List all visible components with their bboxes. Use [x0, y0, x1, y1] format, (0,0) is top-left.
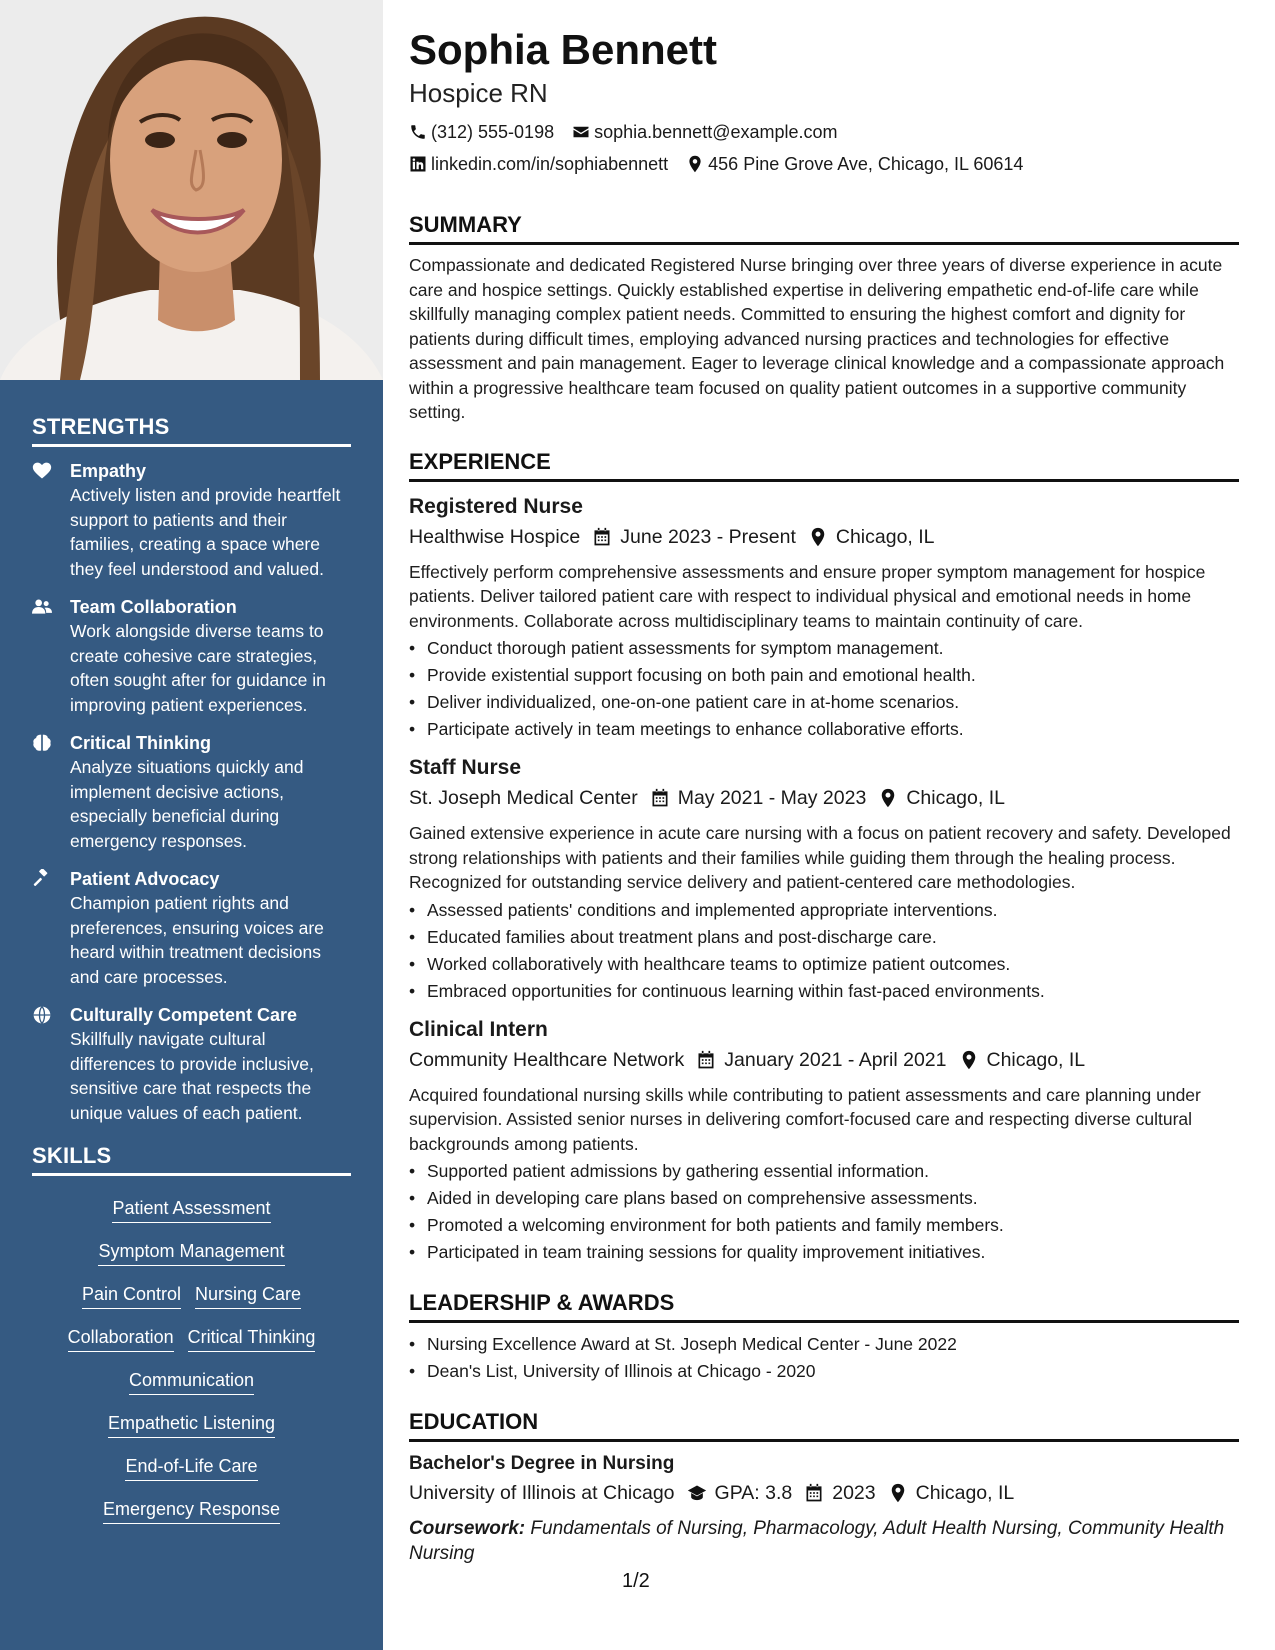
list-item: • Worked collaboratively with healthcare teams to optimize patient outcomes. [409, 951, 1239, 978]
skill-tag: Emergency Response [103, 1497, 280, 1524]
map-pin-icon [878, 788, 898, 808]
strengths-heading: STRENGTHS [32, 414, 351, 447]
job-entry [409, 492, 1239, 744]
education-heading: EDUCATION [409, 1409, 1239, 1442]
address: 456 Pine Grove Ave, Chicago, IL 60614 [708, 154, 1024, 174]
summary-text: Compassionate and dedicated Registered Nurse bringing over three years of diverse experience in acute care and hospice settings. Quickly established expertise in delivering empathetic end-of-life care while skillfully managing complex patient needs. Committed to ensuring the highest comfort and dignity for patients during difficult times, employing advanced nursing practices and technologies for effective assessment and pain management. Eager to leverage clinical knowledge and a compassionate approach within a progressive healthcare team focused on quality patient outcomes in a supportive community setting. [409, 255, 1225, 422]
strength-title: Critical Thinking [70, 733, 212, 753]
phone-contact [409, 116, 554, 148]
coursework [409, 1516, 1239, 1566]
skill-tag: Empathetic Listening [108, 1411, 275, 1438]
strength-title: Culturally Competent Care [70, 1005, 298, 1025]
calendar-icon [650, 788, 670, 808]
list-item: • Promoted a welcoming environment for both patients and family members. [409, 1212, 1239, 1239]
profile-photo [0, 0, 383, 380]
school-name: University of Illinois at Chicago [409, 1482, 675, 1504]
skill-tag: Critical Thinking [188, 1325, 316, 1352]
job-company: Healthwise Hospice [409, 525, 581, 548]
globe-icon [32, 1003, 70, 1125]
job-location: Chicago, IL [906, 787, 1005, 809]
strength-description: Skillfully navigate cultural differences to provide inclusive, sensitive care that respects the unique values of each patient. [70, 1029, 314, 1123]
skill-tag: Pain Control [82, 1282, 181, 1309]
heart-icon [32, 459, 70, 581]
phone-number[interactable]: (312) 555-0198 [431, 122, 555, 142]
list-item: • Nursing Excellence Award at St. Joseph Medical Center - June 2022 [409, 1331, 1239, 1358]
email-contact [572, 116, 837, 148]
contact-line [409, 116, 1239, 148]
job-title: Staff Nurse [409, 756, 522, 779]
strength-item [32, 459, 351, 581]
degree-title: Bachelor's Degree in Nursing [409, 1453, 675, 1474]
main-content [409, 24, 1239, 1566]
strength-item [32, 867, 351, 989]
brain-icon [32, 731, 70, 853]
job-bullets [409, 635, 1239, 743]
graduation-cap-icon [687, 1483, 707, 1503]
job-description: Effectively perform comprehensive assessments and ensure proper symptom management for hospice patients. Deliver tailored patient care with respect to individual physical and emotional needs in home environments. Collaborate across multidisciplinary teams to maintain continuity of care. [409, 561, 1206, 631]
strength-description: Champion patient rights and preferences, ensuring voices are heard within treatment decisions and care processes. [70, 893, 324, 987]
strength-description: Analyze situations quickly and implement decisive actions, especially beneficial during emergency responses. [70, 757, 304, 851]
sidebar-content [32, 414, 351, 1540]
skill-tag: Communication [129, 1368, 254, 1395]
job-description: Gained extensive experience in acute care nursing with a focus on patient recovery and safety. Developed strong relationships with patients and their families while guiding them through the healing process. Recognized for outstanding service delivery and patient-centered care methodologies. [409, 823, 1231, 892]
skill-tag: Collaboration [68, 1325, 174, 1352]
map-pin-icon [686, 155, 704, 173]
map-pin-icon [808, 527, 828, 547]
job-meta [409, 783, 1239, 813]
candidate-name: Sophia Bennett [409, 26, 718, 73]
job-description: Acquired foundational nursing skills while contributing to patient assessments and care planning under supervision. Assisted senior nurses in delivering comfort-focused care and respecting diverse cultural backgrounds among patients. [409, 1084, 1201, 1154]
list-item: • Educated families about treatment plans and post-discharge care. [409, 924, 1239, 951]
job-location: Chicago, IL [986, 1048, 1086, 1071]
list-item: • Participate actively in team meetings to enhance collaborative efforts. [409, 716, 1239, 743]
job-bullets [409, 1158, 1239, 1266]
gavel-icon [32, 867, 70, 989]
job-company: Community Healthcare Network [409, 1048, 685, 1071]
experience-heading: EXPERIENCE [409, 449, 1239, 482]
calendar-icon [804, 1483, 824, 1503]
job-title: Registered Nurse [409, 494, 583, 518]
job-entry [409, 1015, 1239, 1267]
skills-list [32, 1188, 351, 1524]
strength-title: Patient Advocacy [70, 869, 220, 889]
summary-heading: SUMMARY [409, 212, 1239, 245]
school-location: Chicago, IL [915, 1482, 1015, 1504]
job-meta [409, 1045, 1239, 1075]
email-address[interactable]: sophia.bennett@example.com [594, 122, 838, 142]
strength-item [32, 1003, 351, 1125]
contact-line [409, 148, 1239, 180]
list-item: • Assessed patients' conditions and implemented appropriate interventions. [409, 897, 1239, 924]
job-dates: May 2021 - May 2023 [677, 787, 867, 809]
map-pin-icon [959, 1050, 979, 1070]
map-pin-icon [888, 1483, 908, 1503]
page-number: 1/2 [622, 1570, 650, 1592]
coursework-label: Coursework: [409, 1518, 526, 1539]
candidate-role: Hospice RN [409, 78, 548, 108]
skill-tag: End-of-Life Care [125, 1454, 257, 1481]
linkedin-contact [409, 148, 668, 180]
job-bullets [409, 897, 1239, 1005]
sidebar [0, 0, 383, 1650]
job-title: Clinical Intern [409, 1017, 548, 1041]
coursework-list: Fundamentals of Nursing, Pharmacology, Adult Health Nursing, Community Health Nursing [409, 1518, 1225, 1564]
strength-title: Team Collaboration [70, 597, 237, 617]
education-meta [409, 1478, 1239, 1508]
list-item: • Participated in team training sessions for quality improvement initiatives. [409, 1239, 1239, 1266]
job-dates: June 2023 - Present [620, 525, 796, 548]
skills-heading: SKILLS [32, 1143, 351, 1176]
list-item: • Provide existential support focusing on both pain and emotional health. [409, 662, 1239, 689]
strength-item [32, 595, 351, 717]
list-item: • Deliver individualized, one-on-one patient care in at-home scenarios. [409, 689, 1239, 716]
awards-heading: LEADERSHIP & AWARDS [409, 1290, 1239, 1323]
list-item: • Supported patient admissions by gathering essential information. [409, 1158, 1239, 1185]
linkedin-url[interactable]: linkedin.com/in/sophiabennett [431, 154, 669, 174]
job-company: St. Joseph Medical Center [409, 787, 638, 809]
skill-tag: Nursing Care [195, 1282, 301, 1309]
awards-list [409, 1331, 1239, 1385]
job-meta [409, 522, 1239, 552]
strength-title: Empathy [70, 461, 147, 481]
envelope-icon [572, 123, 590, 141]
gpa: GPA: 3.8 [714, 1482, 793, 1504]
graduation-year: 2023 [832, 1482, 876, 1504]
skill-tag: Symptom Management [98, 1239, 284, 1266]
calendar-icon [696, 1050, 716, 1070]
phone-icon [409, 123, 427, 141]
linkedin-icon [409, 155, 427, 173]
strength-description: Actively listen and provide heartfelt support to patients and their families, creating a space where they feel understood and valued. [70, 485, 341, 579]
skill-tag: Patient Assessment [112, 1196, 270, 1223]
strength-item [32, 731, 351, 853]
strength-description: Work alongside diverse teams to create cohesive care strategies, often sought after for guidance in improving patient experiences. [70, 621, 326, 715]
users-icon [32, 595, 70, 717]
list-item: • Conduct thorough patient assessments for symptom management. [409, 635, 1239, 662]
job-location: Chicago, IL [835, 525, 935, 548]
list-item: • Embraced opportunities for continuous learning within fast-paced environments. [409, 978, 1239, 1005]
portrait-illustration [0, 0, 383, 380]
job-entry [409, 753, 1239, 1005]
calendar-icon [592, 527, 612, 547]
list-item: • Aided in developing care plans based on comprehensive assessments. [409, 1185, 1239, 1212]
list-item: • Dean's List, University of Illinois at Chicago - 2020 [409, 1358, 1239, 1385]
address-contact [686, 148, 1023, 180]
job-dates: January 2021 - April 2021 [724, 1048, 947, 1071]
